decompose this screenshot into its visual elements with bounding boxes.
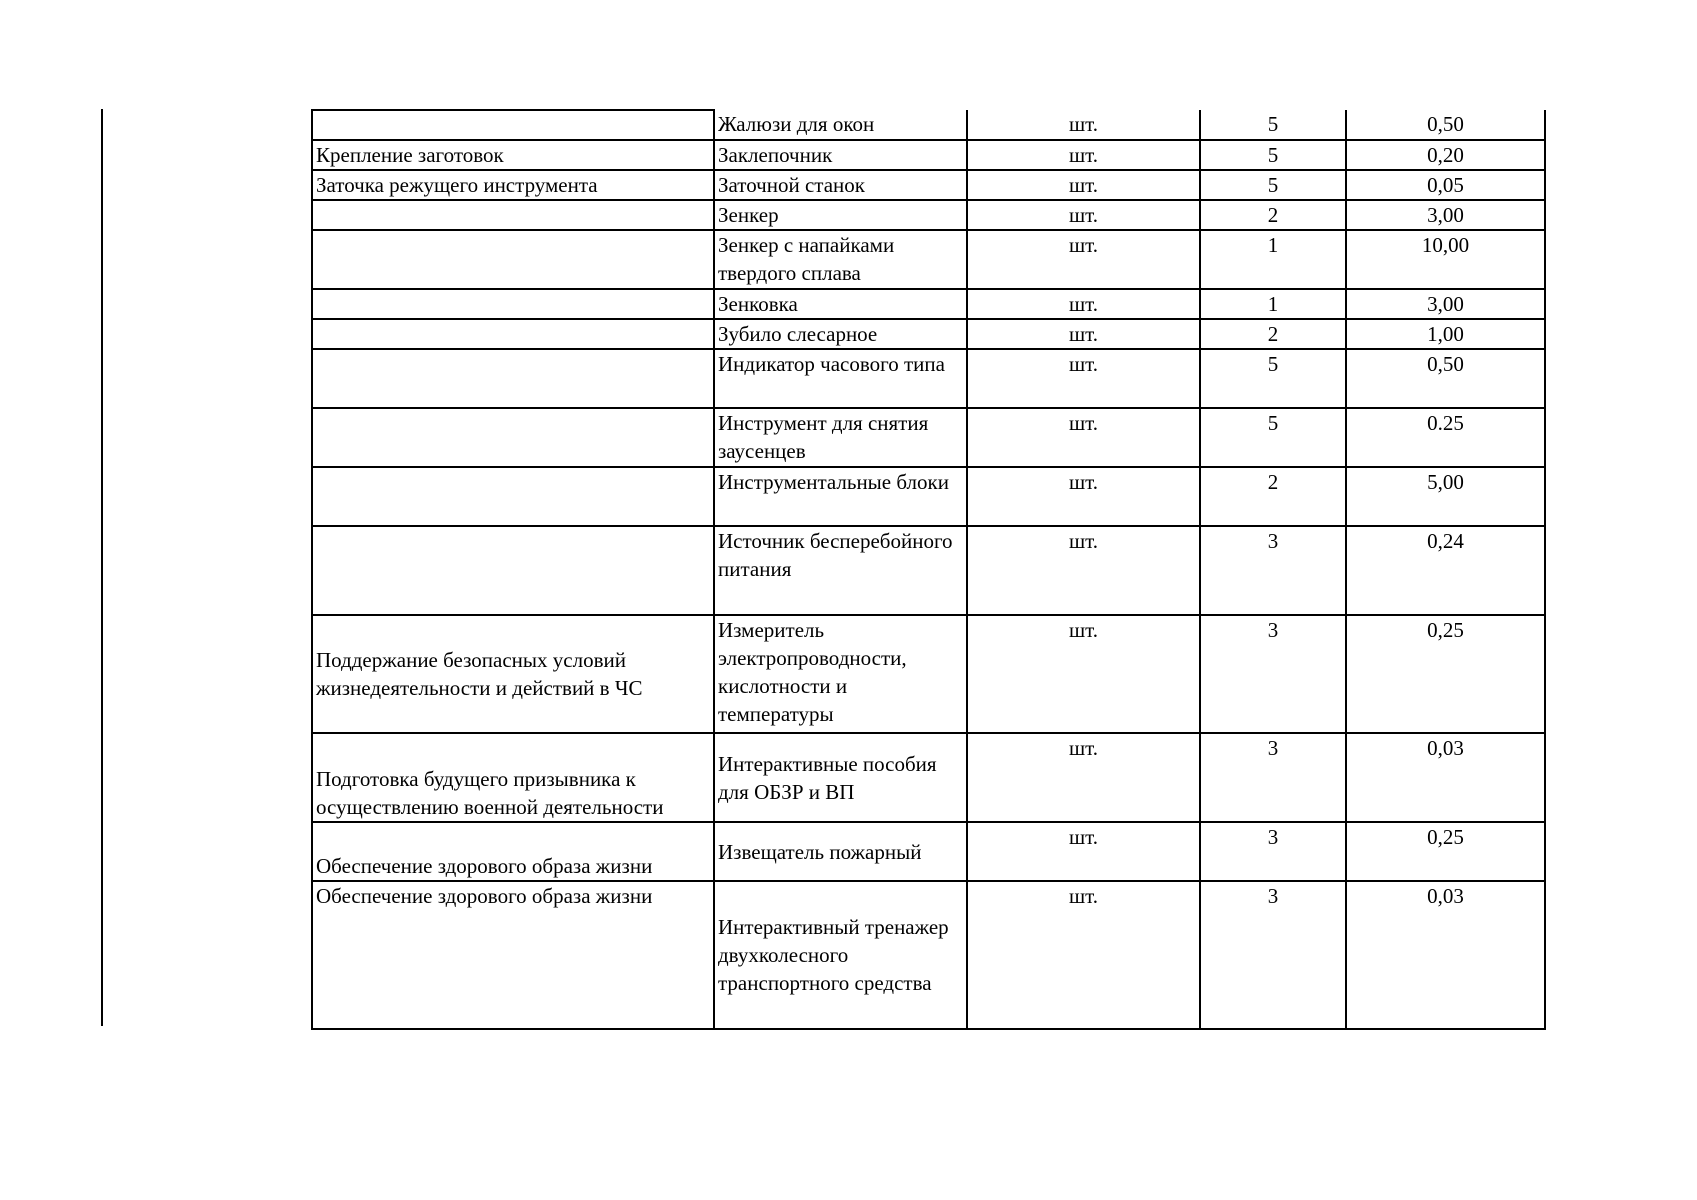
item-cell: Зенкер <box>714 200 967 230</box>
purpose-cell <box>312 230 714 289</box>
value-cell: 5,00 <box>1346 467 1545 526</box>
item-cell: Зубило слесарное <box>714 319 967 349</box>
value-cell: 0,50 <box>1346 349 1545 408</box>
unit-cell: шт. <box>967 200 1200 230</box>
unit-cell: шт. <box>967 467 1200 526</box>
table-row <box>312 467 1545 526</box>
value-cell: 0,24 <box>1346 526 1545 615</box>
unit-cell: шт. <box>967 289 1200 319</box>
quantity-cell: 3 <box>1200 822 1346 881</box>
margin-rule <box>101 109 103 1026</box>
quantity-cell: 2 <box>1200 319 1346 349</box>
item-cell: Зенкер с напайками твердого сплава <box>714 230 967 289</box>
item-cell: Заклепочник <box>714 140 967 170</box>
table-row <box>312 349 1545 408</box>
purpose-cell <box>312 200 714 230</box>
value-cell: 0,20 <box>1346 140 1545 170</box>
item-cell: Зенковка <box>714 289 967 319</box>
table-row <box>312 881 1545 1029</box>
unit-cell: шт. <box>967 170 1200 200</box>
purpose-cell <box>312 110 714 140</box>
unit-cell: шт. <box>967 319 1200 349</box>
item-cell: Жалюзи для окон <box>714 110 967 140</box>
table-row <box>312 289 1545 319</box>
purpose-cell: Крепление заготовок <box>312 140 714 170</box>
unit-cell: шт. <box>967 881 1200 1029</box>
purpose-cell <box>312 467 714 526</box>
value-cell: 0,50 <box>1346 110 1545 140</box>
value-cell: 10,00 <box>1346 230 1545 289</box>
table-row <box>312 615 1545 733</box>
table-row <box>312 140 1545 170</box>
unit-cell: шт. <box>967 408 1200 467</box>
value-cell: 0,25 <box>1346 615 1545 733</box>
purpose-cell <box>312 526 714 615</box>
table-row <box>312 526 1545 615</box>
item-cell: Инструмент для снятия заусенцев <box>714 408 967 467</box>
item-cell: Заточной станок <box>714 170 967 200</box>
unit-cell: шт. <box>967 733 1200 822</box>
value-cell: 0,25 <box>1346 822 1545 881</box>
item-cell: Инструментальные блоки <box>714 467 967 526</box>
quantity-cell: 5 <box>1200 408 1346 467</box>
table-row <box>312 408 1545 467</box>
quantity-cell: 1 <box>1200 230 1346 289</box>
table-row <box>312 230 1545 289</box>
table-row <box>312 110 1545 140</box>
quantity-cell: 5 <box>1200 140 1346 170</box>
item-cell: Интерактивные пособия для ОБЗР и ВП <box>714 733 967 822</box>
unit-cell: шт. <box>967 526 1200 615</box>
quantity-cell: 3 <box>1200 881 1346 1029</box>
purpose-cell <box>312 319 714 349</box>
unit-cell: шт. <box>967 615 1200 733</box>
value-cell: 3,00 <box>1346 289 1545 319</box>
value-cell: 0,05 <box>1346 170 1545 200</box>
table-row <box>312 200 1545 230</box>
quantity-cell: 2 <box>1200 467 1346 526</box>
table-row <box>312 319 1545 349</box>
purpose-cell <box>312 349 714 408</box>
equipment-table <box>311 109 1546 1030</box>
unit-cell: шт. <box>967 822 1200 881</box>
purpose-cell: Обеспечение здорового образа жизни <box>312 881 714 1029</box>
quantity-cell: 1 <box>1200 289 1346 319</box>
unit-cell: шт. <box>967 110 1200 140</box>
quantity-cell: 2 <box>1200 200 1346 230</box>
value-cell: 0,03 <box>1346 733 1545 822</box>
item-cell: Измеритель электропроводности, кислотности и температуры <box>714 615 967 733</box>
purpose-cell: Подготовка будущего призывника к осуществлению военной деятельности <box>312 733 714 822</box>
value-cell: 0,03 <box>1346 881 1545 1029</box>
quantity-cell: 5 <box>1200 170 1346 200</box>
quantity-cell: 5 <box>1200 110 1346 140</box>
quantity-cell: 3 <box>1200 526 1346 615</box>
item-cell: Индикатор часового типа <box>714 349 967 408</box>
quantity-cell: 3 <box>1200 733 1346 822</box>
table-row <box>312 170 1545 200</box>
quantity-cell: 5 <box>1200 349 1346 408</box>
table-row <box>312 822 1545 881</box>
value-cell: 0.25 <box>1346 408 1545 467</box>
item-cell: Интерактивный тренажер двухколесного транспортного средства <box>714 881 967 1029</box>
unit-cell: шт. <box>967 140 1200 170</box>
purpose-cell <box>312 289 714 319</box>
item-cell: Извещатель пожарный <box>714 822 967 881</box>
purpose-cell <box>312 408 714 467</box>
quantity-cell: 3 <box>1200 615 1346 733</box>
unit-cell: шт. <box>967 349 1200 408</box>
table-row <box>312 733 1545 822</box>
value-cell: 1,00 <box>1346 319 1545 349</box>
purpose-cell: Заточка режущего инструмента <box>312 170 714 200</box>
unit-cell: шт. <box>967 230 1200 289</box>
item-cell: Источник бесперебойного питания <box>714 526 967 615</box>
purpose-cell: Поддержание безопасных условий жизнедеятельности и действий в ЧС <box>312 615 714 733</box>
purpose-cell: Обеспечение здорового образа жизни <box>312 822 714 881</box>
value-cell: 3,00 <box>1346 200 1545 230</box>
